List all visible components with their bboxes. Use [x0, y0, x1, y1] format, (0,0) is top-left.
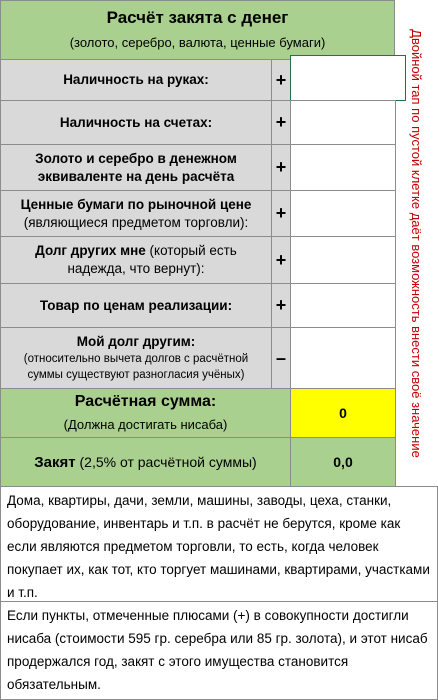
total-label [0, 388, 291, 438]
total-subtitle: (Должна достигать нисаба) [63, 417, 228, 432]
zakat-value-cell [290, 437, 396, 487]
cash-in-accounts-input[interactable] [290, 100, 396, 145]
plus-sign: + [275, 157, 287, 177]
zakat-value: 0,0 [333, 454, 353, 470]
total-title: Расчётная сумма: [74, 393, 217, 410]
securities-input[interactable] [290, 190, 396, 237]
row-sign [271, 59, 291, 101]
note-text: Если пункты, отмеченные плюсами (+) в совокупности достигли нисаба (стоимости 595 гр. серебра или 85 гр. золота), и этот нисаб продержался год, закят с этого имущества становится обязательным. [7, 608, 428, 692]
row-label: Наличность на руках: [63, 72, 209, 87]
row-sign [271, 190, 291, 237]
row-gold-silver-label [0, 144, 272, 191]
row-label: Долг других мне [35, 243, 146, 258]
row-sign [271, 100, 291, 145]
page-title: Расчёт закята с денег [106, 8, 289, 27]
zakat-title: Закят [34, 453, 76, 471]
plus-sign: + [275, 112, 287, 132]
row-label: Мой долг другим: [76, 334, 196, 349]
row-label: Наличность на счетах: [59, 114, 213, 130]
goods-input[interactable] [290, 283, 396, 328]
row-my-debt-label [0, 327, 272, 389]
row-sign [271, 327, 291, 389]
side-hint-text: Двойной тап по пустой клетке даёт возможность внести своё значение [409, 29, 424, 458]
page-subtitle: (золото, серебро, валюта, ценные бумаги) [69, 35, 326, 50]
row-goods-label [0, 283, 272, 328]
row-accounts-label [0, 100, 272, 145]
note-text: Дома, квартиры, дачи, земли, машины, заводы, цеха, станки, оборудование, инвентарь и т.п. в расчёт не берутся, кроме как если являются предметом торговли, то есть, когда человек покупает их, как тот, кто торгует машинами, квартирами, участками и т.п. [7, 493, 430, 600]
side-hint [395, 0, 438, 487]
zakat-label [0, 437, 291, 487]
zakat-subtitle: (2,5% от расчётной суммы) [79, 453, 257, 470]
plus-sign: + [275, 295, 287, 315]
row-label-note: (относительно вычета долгов с расчётной суммы существуют разногласия учёных) [23, 353, 249, 381]
row-debts-owed-label [0, 236, 272, 284]
plus-sign: + [275, 249, 287, 270]
note-excluded-property [0, 486, 438, 602]
plus-sign: + [275, 69, 287, 90]
gold-silver-input[interactable] [290, 144, 396, 191]
total-value: 0 [339, 405, 347, 421]
row-label-note: (являющиеся предметом торговли): [23, 214, 249, 230]
debts-owed-to-me-input[interactable] [290, 236, 396, 284]
plus-sign: + [275, 203, 287, 223]
total-value-cell [290, 388, 396, 438]
my-debt-input[interactable] [290, 327, 396, 389]
header [0, 0, 395, 60]
row-sign [271, 144, 291, 191]
row-securities-label [0, 190, 272, 237]
row-sign [271, 283, 291, 328]
note-nisab [0, 601, 438, 700]
row-label-note: (который есть надежда, что вернут): [67, 243, 237, 276]
row-sign [271, 236, 291, 284]
row-label: Золото и серебро в денежном эквиваленте на день расчёта [35, 150, 237, 184]
row-cash-label [0, 59, 272, 101]
minus-sign: – [275, 347, 286, 368]
row-label: Ценные бумаги по рыночной цене [20, 196, 252, 212]
cash-on-hand-input[interactable] [290, 55, 406, 101]
row-label: Товар по ценам реализации: [39, 297, 233, 313]
